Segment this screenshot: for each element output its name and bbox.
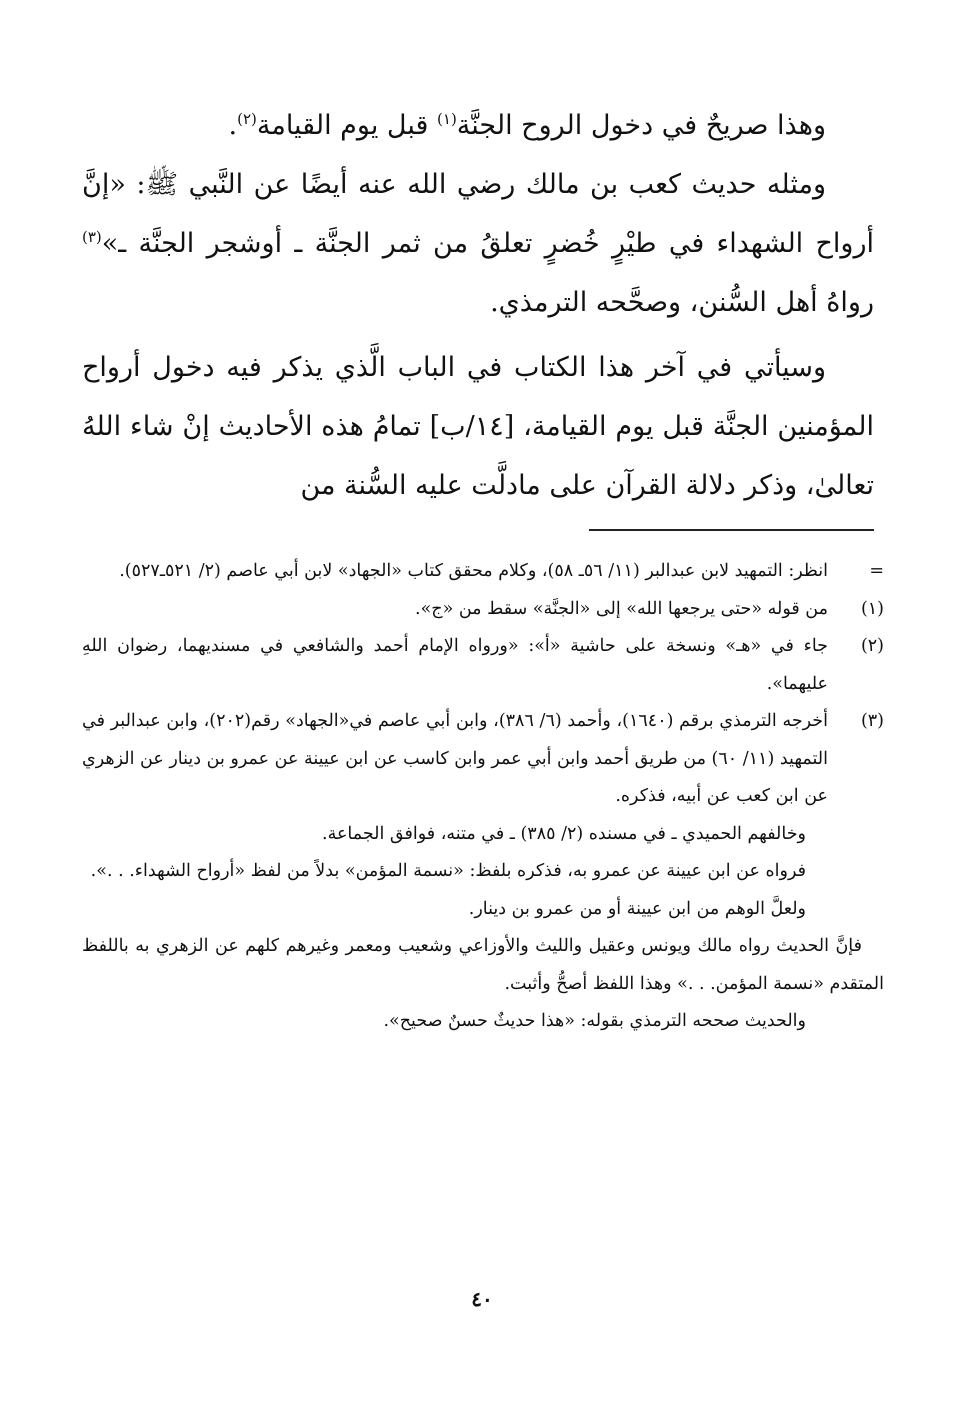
- footnote-paragraph: فإنَّ الحديث رواه مالك ويونس وعقيل والليث والأوزاعي وشعيب ومعمر وغيرهم كلهم عن الزهري به باللفظ المتقدم «نسمة المؤمن. . .» وهذا اللفظ أصحُّ وأثبت.: [82, 936, 884, 994]
- main-paragraph-3: وسيأتي في آخر هذا الكتاب في الباب الَّذي يذكر فيه دخول أرواح المؤمنين الجنَّة قبل يوم القيامة، [١٤/ب] تمامُ هذه الأحاديث إنْ شاء اللهُ تعالىٰ، وذكر دلالة القرآن على مادلَّت عليه السُّنة من: [82, 352, 874, 501]
- text-segment: .: [228, 110, 238, 141]
- footnote-paragraph: أخرجه الترمذي برقم (١٦٤٠)، وأحمد (٦/ ٣٨٦)، وابن أبي عاصم في«الجهاد» رقم(٢٠٢)، وابن عبدالبر في التمهيد (١١/ ٦٠) من طريق أحمد وابن أبي عمر وابن كاسب عن ابن عيينة عن عمرو بن دينار عن الزهري عن ابن كعب عن أبيه، فذكره.: [82, 711, 828, 806]
- footnote-ref-3: (٣): [82, 228, 102, 246]
- footnote-ref-1: (١): [437, 110, 457, 128]
- footnote-text: انظر: التمهيد لابن عبدالبر (١١/ ٥٦ـ ٥٨)، وكلام محقق كتاب «الجهاد» لابن أبي عاصم (٢/ ٥٢١ـ٥٢٧).: [119, 561, 828, 581]
- footnote-3: [82, 703, 884, 1041]
- footnote-separator: [589, 529, 874, 531]
- footnotes: [82, 553, 884, 1041]
- main-paragraph-1: [82, 96, 874, 155]
- footnote-2: [82, 628, 884, 703]
- footnote-number: (٣): [860, 711, 884, 731]
- footnote-number: (٢): [860, 636, 884, 656]
- footnote-paragraph: ولعلَّ الوهم من ابن عيينة أو من عمرو بن دينار.: [468, 898, 806, 919]
- footnote-1: [82, 591, 884, 629]
- text-segment: وهذا صريحٌ في دخول الروح الجنَّة: [456, 110, 826, 141]
- text-segment: قبل يوم القيامة: [256, 110, 438, 141]
- text-segment: رواهُ أهل السُّنن، وصحَّحه الترمذي.: [490, 287, 874, 318]
- footnote-number: (١): [860, 598, 884, 619]
- main-text: [82, 96, 874, 515]
- footnote-paragraph: والحديث صححه الترمذي بقوله: «هذا حديثٌ حسنٌ صحيح».: [383, 1011, 806, 1031]
- footnote-text: من قوله «حتى يرجعها الله» إلى «الجنَّة» سقط من «ج».: [415, 598, 828, 619]
- footnote-paragraph: فرواه عن ابن عيينة عن عمرو به، فذكره بلفظ: «نسمة المؤمن» بدلاً من لفظ «أرواح الشهداء. . .».: [90, 861, 806, 881]
- text-segment: ومثله حديث كعب بن مالك رضي الله عنه أيضًا عن النَّبي ﷺ: «إنَّ أرواح الشهداء في طيْرٍ خُضرٍ تعلقُ من ثمر الجنَّة ـ أوشجر الجنَّة ـ»: [82, 169, 874, 259]
- footnote-paragraph: وخالفهم الحميدي ـ في مسنده (٢/ ٣٨٥) ـ في متنه، فوافق الجماعة.: [322, 823, 806, 844]
- footnote-continuation: [82, 553, 884, 591]
- page-number: ٤٠: [471, 1287, 493, 1311]
- footnote-text: جاء في «هـ» ونسخة على حاشية «أ»: «ورواه الإمام أحمد والشافعي في مسنديهما، رضوان اللهِ عليهما».: [82, 636, 828, 694]
- footnote-ref-2: (٢): [237, 110, 257, 128]
- main-paragraph-2: [82, 155, 874, 332]
- continuation-marker: =: [869, 561, 884, 581]
